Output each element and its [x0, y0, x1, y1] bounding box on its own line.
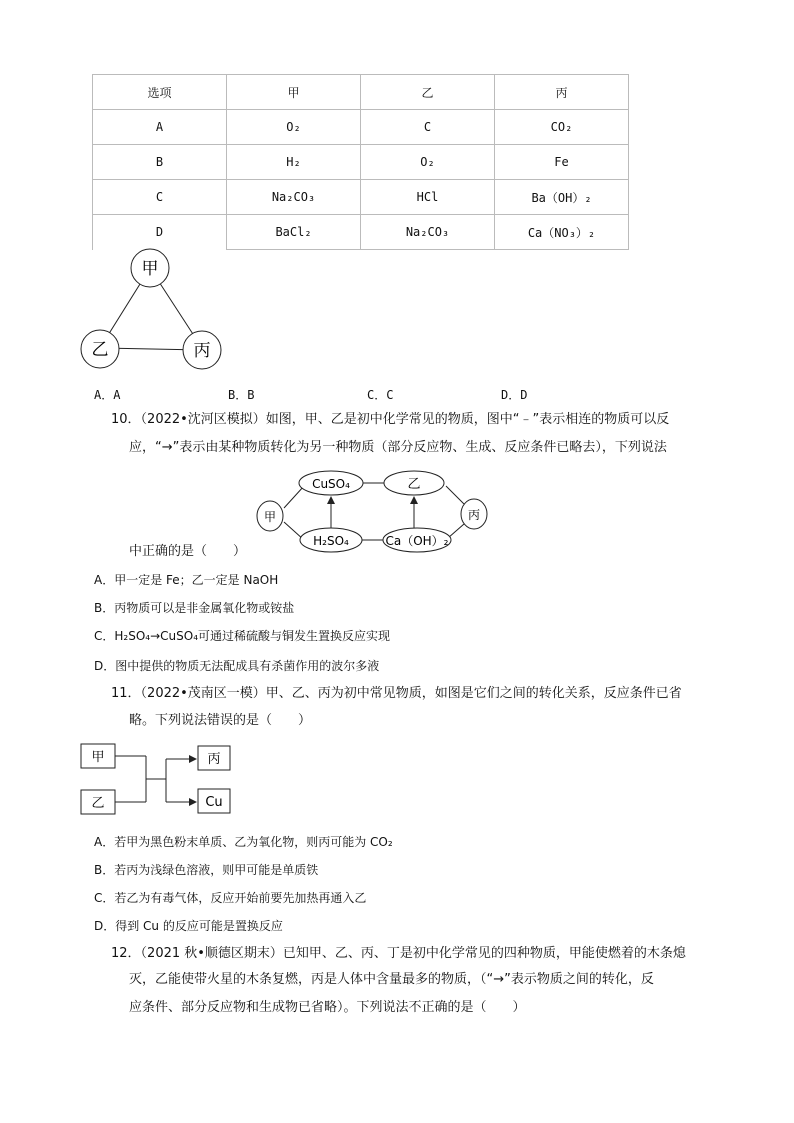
table-cell: Na₂CO₃ [227, 180, 361, 215]
table-header: 丙 [495, 75, 629, 110]
q11-line2: 略。下列说法错误的是（ ） [129, 713, 312, 728]
label-cu: Cu [205, 795, 223, 810]
label-bing: 丙 [207, 752, 221, 767]
node-bing-label: 丙 [193, 341, 211, 361]
q10-diagram [256, 466, 496, 560]
q10-option-d: D．图中提供的物质无法配成具有杀菌作用的波尔多液 [94, 659, 380, 673]
q10-option-a: A．甲一定是 Fe；乙一定是 NaOH [94, 573, 279, 587]
table-row [93, 180, 629, 215]
label-caoh2: Ca（OH）₂ [385, 534, 449, 548]
label-yi: 乙 [407, 477, 421, 492]
table-cell: C [93, 180, 227, 215]
table-cell: Ba（OH）₂ [495, 180, 629, 215]
q11-line1: 11．（2022•茂南区一模）甲、乙、丙为初中常见物质，如图是它们之间的转化关系，反应条件已省 [111, 686, 682, 701]
q10-line2: 应，“→”表示由某种物质转化为另一种物质（部分反应物、生成、反应条件已略去），下列说法 [129, 440, 667, 455]
choice-b: B．B [228, 388, 255, 402]
table-header: 乙 [361, 75, 495, 110]
choice-d: D．D [501, 388, 528, 402]
label-jia: 甲 [263, 510, 277, 524]
table-header: 甲 [227, 75, 361, 110]
q12-line3: 应条件、部分反应物和生成物已省略）。下列说法不正确的是（ ） [129, 1000, 526, 1015]
q11-option-a: A．若甲为黑色粉末单质、乙为氧化物，则丙可能为 CO₂ [94, 835, 393, 849]
q10-line1: 10．（2022•沈河区模拟）如图，甲、乙是初中化学常见的物质，图中“﹣”表示相连的物质可以反 [111, 412, 670, 427]
node-jia-label: 甲 [141, 259, 159, 279]
q12-line2: 灭，乙能使带火星的木条复燃，丙是人体中含量最多的物质，（“→”表示物质之间的转化，反 [129, 972, 654, 987]
table-cell: Ca（NO₃）₂ [495, 215, 629, 250]
table-cell: H₂ [227, 145, 361, 180]
q10-option-c: C．H₂SO₄→CuSO₄可通过稀硫酸与铜发生置换反应实现 [94, 629, 390, 643]
table-cell: Na₂CO₃ [361, 215, 495, 250]
label-yi: 乙 [91, 796, 105, 811]
table-header: 选项 [93, 75, 227, 110]
label-h2so4: H₂SO₄ [313, 534, 349, 548]
table-row [93, 110, 629, 145]
choice-a: A．A [94, 388, 121, 402]
table-cell: A [93, 110, 227, 145]
q10-option-b: B．丙物质可以是非金属氧化物或铵盐 [94, 601, 295, 615]
table-row [93, 145, 629, 180]
label-bing: 丙 [467, 508, 481, 522]
q11-diagram [78, 740, 238, 820]
options-table [92, 74, 629, 250]
q10-line3: 中正确的是（ ） [129, 544, 247, 559]
q11-option-c: C．若乙为有毒气体，反应开始前要先加热再通入乙 [94, 891, 367, 905]
table-cell: BaCl₂ [227, 215, 361, 250]
q11-option-d: D．得到 Cu 的反应可能是置换反应 [94, 919, 283, 933]
table-row [93, 215, 629, 250]
label-jia: 甲 [91, 750, 105, 765]
q11-option-b: B．若丙为浅绿色溶液，则甲可能是单质铁 [94, 863, 319, 877]
label-cuso4: CuSO₄ [312, 477, 350, 491]
table-header-row [93, 75, 629, 110]
node-yi-label: 乙 [91, 340, 109, 360]
table-cell: D [93, 215, 227, 250]
table-cell: O₂ [361, 145, 495, 180]
choice-c: C．C [367, 388, 394, 402]
table-cell: B [93, 145, 227, 180]
triangle-diagram [76, 246, 236, 376]
table-cell: O₂ [227, 110, 361, 145]
table-cell: CO₂ [495, 110, 629, 145]
table-cell: C [361, 110, 495, 145]
table-cell: HCl [361, 180, 495, 215]
q12-line1: 12．（2021 秋•顺德区期末）已知甲、乙、丙、丁是初中化学常见的四种物质，甲能使燃着的木条熄 [111, 946, 686, 961]
table-cell: Fe [495, 145, 629, 180]
